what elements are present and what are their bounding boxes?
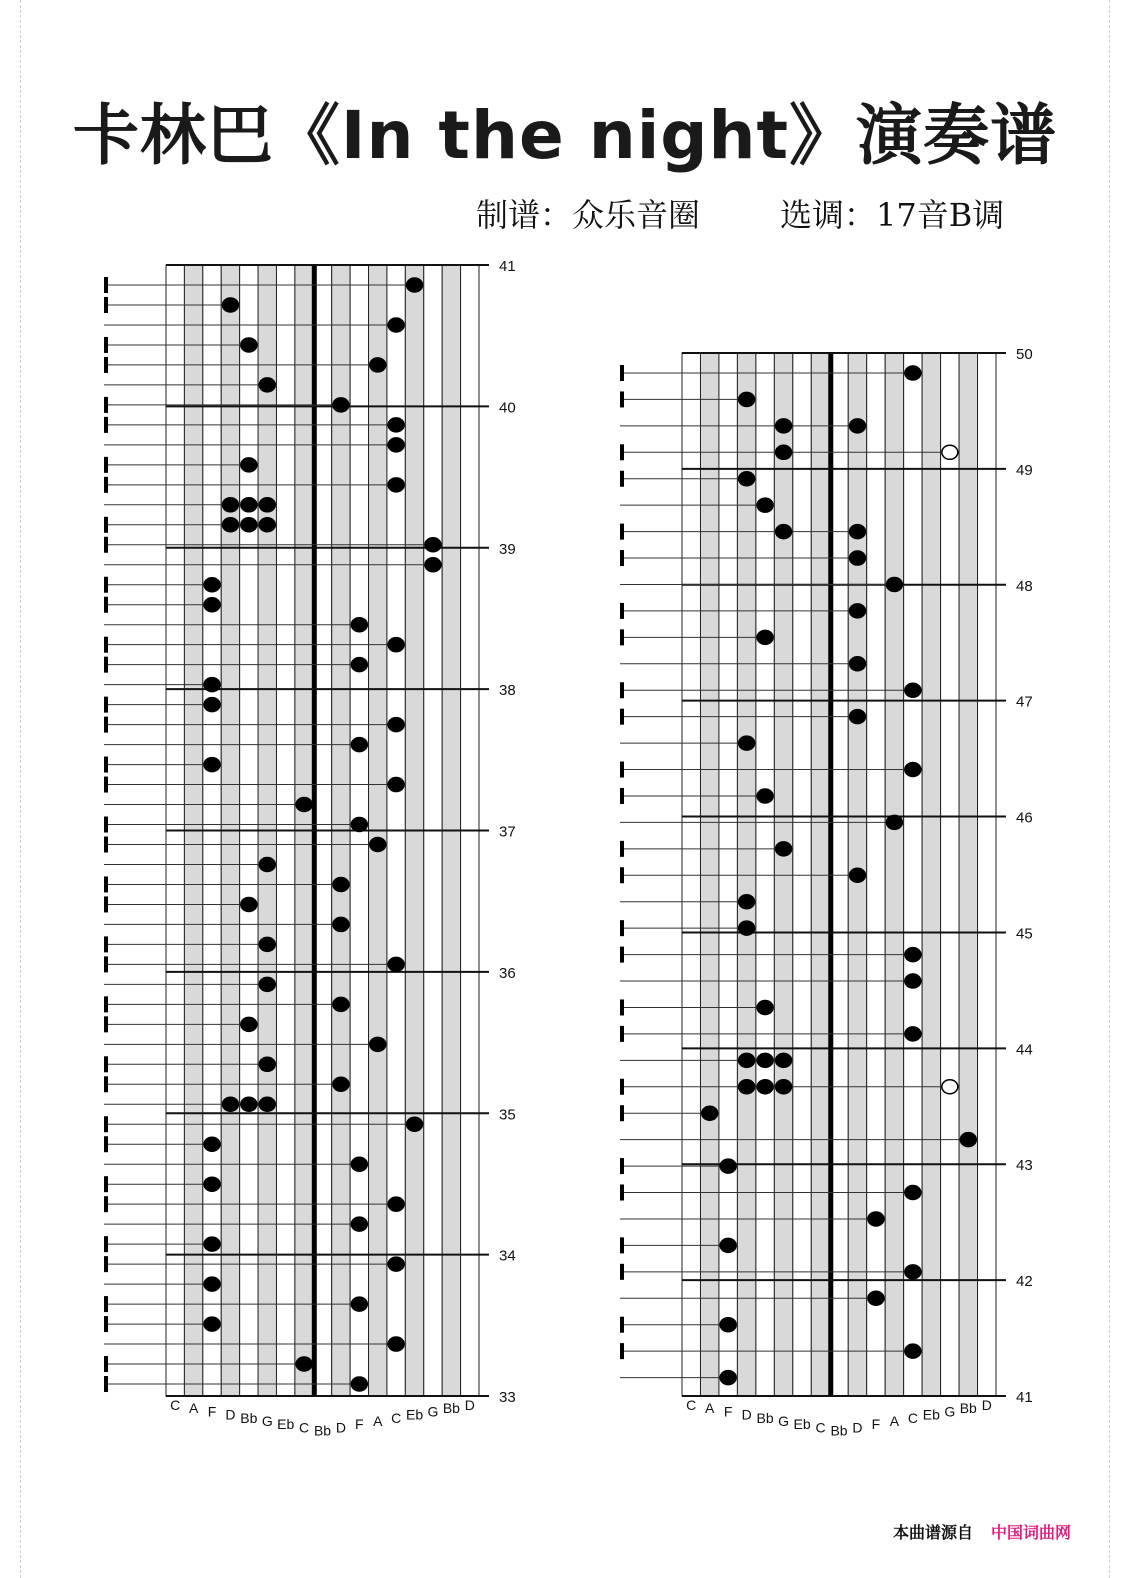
right-score-tine-label: F xyxy=(723,1403,733,1420)
left-score-note xyxy=(204,598,220,612)
right-score-bar-number: 45 xyxy=(1016,925,1033,943)
left-score-beat-mark xyxy=(104,757,108,773)
left-score-note xyxy=(241,1097,257,1111)
right-score-beat-mark xyxy=(620,1343,624,1359)
right-score-tine xyxy=(811,353,829,1396)
left-score-beat-mark xyxy=(104,1296,108,1312)
left-score-note xyxy=(222,1097,238,1111)
right-score-beat-mark xyxy=(620,550,624,566)
right-score-beat-mark xyxy=(620,788,624,804)
right-score-bar-number: 44 xyxy=(1016,1041,1033,1059)
right-score-beat-mark xyxy=(620,1026,624,1042)
left-score-beat-mark xyxy=(104,697,108,713)
right-score-note xyxy=(849,868,865,882)
left-score-note xyxy=(241,518,257,532)
right-score-tine-label: D xyxy=(981,1397,992,1413)
right-score-note xyxy=(868,1291,884,1305)
right-score-note xyxy=(739,736,755,750)
right-score-beat-mark xyxy=(620,947,624,963)
right-score-beat-mark xyxy=(620,1264,624,1280)
left-score-beat-mark xyxy=(104,357,108,373)
left-score-tine-label: F xyxy=(355,1416,364,1433)
left-score-note xyxy=(333,1077,349,1091)
right-score-bar-number: 46 xyxy=(1016,809,1033,827)
right-score-note xyxy=(757,1053,773,1067)
left-score-beat-mark xyxy=(104,637,108,653)
right-score-tine xyxy=(682,353,700,1396)
right-score-beat-mark xyxy=(620,365,624,381)
right-score-tine-label: Eb xyxy=(793,1416,811,1433)
right-score-note xyxy=(739,921,755,935)
left-score-note xyxy=(204,578,220,592)
left-score-beat-mark xyxy=(104,417,108,433)
left-score-beat-mark xyxy=(104,837,108,853)
right-score-note xyxy=(720,1371,736,1385)
left-score-bar-number: 41 xyxy=(499,258,516,275)
left-score-tine-label: Bb xyxy=(442,1400,460,1417)
right-score-tine xyxy=(737,353,755,1396)
left-score-tine-label: C xyxy=(299,1419,310,1436)
left-score-note xyxy=(296,1357,312,1371)
right-score-note xyxy=(720,1159,736,1173)
right-score-note xyxy=(905,683,921,697)
left-score-beat-mark xyxy=(104,777,108,793)
left-score-note xyxy=(351,1157,367,1171)
left-score-note xyxy=(351,818,367,832)
right-score-tine-label: Bb xyxy=(756,1409,774,1426)
left-score-note xyxy=(333,877,349,891)
right-score-note xyxy=(849,604,865,618)
left-score-beat-mark xyxy=(104,1196,108,1212)
left-score-note xyxy=(388,778,404,792)
left-score-note xyxy=(259,977,275,991)
right-score-tine-label: C xyxy=(686,1397,697,1413)
left-score-note xyxy=(333,398,349,412)
left-score-tine-label: A xyxy=(188,1400,199,1417)
right-score-tine-label: G xyxy=(944,1403,956,1420)
left-score-bar-number: 39 xyxy=(499,540,516,558)
right-score-beat-mark xyxy=(620,709,624,725)
left-score-beat-mark xyxy=(104,1316,108,1332)
left-score-tine-label: C xyxy=(170,1397,181,1413)
left-score-note xyxy=(204,678,220,692)
left-score-beat-mark xyxy=(104,297,108,313)
right-score-beat-mark xyxy=(620,682,624,698)
left-score-beat-mark xyxy=(104,577,108,593)
left-score-beat-mark xyxy=(104,817,108,833)
right-score-tine-label: F xyxy=(871,1416,881,1433)
left-score-note xyxy=(259,518,275,532)
left-score-beat-mark xyxy=(104,397,108,413)
page-title: 卡林巴《In the night》演奏谱 xyxy=(72,97,1058,174)
left-score-beat-mark xyxy=(104,517,108,533)
left-score-note xyxy=(204,1237,220,1251)
right-score-beat-mark xyxy=(620,603,624,619)
right-score-bar-number: 49 xyxy=(1016,461,1033,479)
left-score-note xyxy=(259,498,275,512)
left-score-beat-mark xyxy=(104,717,108,733)
left-score-note xyxy=(259,378,275,392)
left-score-beat-mark xyxy=(104,876,108,892)
left-score-tine-label: D xyxy=(225,1406,236,1423)
left-score-beat-mark xyxy=(104,597,108,613)
left-score-tine-label: D xyxy=(464,1397,475,1413)
right-score-beat-mark xyxy=(620,762,624,778)
left-score-note xyxy=(351,1377,367,1391)
left-score-note xyxy=(351,1297,367,1311)
left-score-tine-label: D xyxy=(335,1419,346,1436)
right-score-beat-mark xyxy=(620,1079,624,1095)
left-score-beat-mark xyxy=(104,1116,108,1132)
left-score-note xyxy=(388,1197,404,1211)
right-score-tine xyxy=(978,353,996,1396)
left-score-bar-number: 34 xyxy=(499,1247,516,1265)
left-score-note xyxy=(370,838,386,852)
left-score-note xyxy=(388,318,404,332)
right-score-note xyxy=(702,1106,718,1120)
right-score-note xyxy=(849,551,865,565)
right-score-note xyxy=(905,1027,921,1041)
right-score-note xyxy=(776,445,792,459)
right-score-tine-label: C xyxy=(907,1409,918,1426)
right-score-note xyxy=(757,1000,773,1014)
footer xyxy=(893,1520,1071,1543)
left-score-beat-mark xyxy=(104,277,108,293)
right-score-beat-mark xyxy=(620,841,624,857)
right-score-note xyxy=(849,657,865,671)
left-score-beat-mark xyxy=(104,1076,108,1092)
right-score-tine-label: C xyxy=(815,1419,826,1436)
right-score-beat-mark xyxy=(620,1185,624,1201)
left-score-tine-label: Eb xyxy=(277,1416,295,1433)
right-score-beat-mark xyxy=(620,1237,624,1253)
right-score-tine xyxy=(904,353,922,1396)
left-score-tine-label: Bb xyxy=(240,1409,258,1426)
left-score-tine-label: A xyxy=(373,1413,383,1429)
left-score-note xyxy=(259,1057,275,1071)
left-score-note xyxy=(425,538,441,552)
right-score-note xyxy=(905,1344,921,1358)
right-score-beat-mark xyxy=(620,920,624,936)
left-score-note xyxy=(370,358,386,372)
right-score-beat-mark xyxy=(620,629,624,645)
left-score-beat-mark xyxy=(104,1356,108,1372)
left-score-bar-number: 33 xyxy=(499,1389,516,1406)
left-score-note xyxy=(388,1257,404,1271)
right-score-tine xyxy=(774,353,792,1396)
left-score-note xyxy=(351,738,367,752)
right-score-note xyxy=(739,1080,755,1094)
right-score-note xyxy=(849,419,865,433)
right-score-tine xyxy=(867,353,885,1396)
right-score-note xyxy=(942,1080,958,1094)
left-score-note xyxy=(388,438,404,452)
left-score-note xyxy=(222,518,238,532)
right-score-tine-label: G xyxy=(778,1413,790,1429)
right-score-note xyxy=(776,842,792,856)
credit-text: 制谱：众乐音圈 xyxy=(476,196,701,234)
left-score-tine-label: F xyxy=(207,1403,217,1420)
right-score-beat-mark xyxy=(620,471,624,487)
left-score-bar-number: 36 xyxy=(499,964,516,982)
left-score-note xyxy=(241,498,257,512)
left-score-beat-mark xyxy=(104,896,108,912)
right-score-note xyxy=(905,763,921,777)
left-score-note xyxy=(222,498,238,512)
left-score-note xyxy=(388,418,404,432)
left-score-beat-mark xyxy=(104,1376,108,1392)
right-score-tine-label: Eb xyxy=(922,1406,940,1423)
left-score-beat-mark xyxy=(104,1136,108,1152)
left-score-bar-number: 38 xyxy=(499,682,516,700)
right-score-note xyxy=(849,710,865,724)
left-score-note xyxy=(388,638,404,652)
left-score-tine-label: Bb xyxy=(313,1422,332,1439)
left-score-beat-mark xyxy=(104,457,108,473)
left-score-beat-mark xyxy=(104,1236,108,1252)
right-score-note xyxy=(776,1080,792,1094)
right-score-tine xyxy=(885,353,903,1396)
right-score-note xyxy=(720,1238,736,1252)
left-score-note xyxy=(333,997,349,1011)
left-score-note xyxy=(259,857,275,871)
left-score-beat-mark xyxy=(104,1256,108,1272)
right-score-bar-number: 41 xyxy=(1016,1389,1033,1406)
left-score-note xyxy=(241,338,257,352)
left-score-beat-mark xyxy=(104,996,108,1012)
left-score-note xyxy=(204,698,220,712)
right-score-note xyxy=(739,472,755,486)
right-score-beat-mark xyxy=(620,1158,624,1174)
left-score-beat-mark xyxy=(104,1176,108,1192)
left-score-note xyxy=(241,458,257,472)
left-score-note xyxy=(259,937,275,951)
left-score-bar-number: 35 xyxy=(499,1106,516,1124)
right-score-tine xyxy=(793,353,811,1396)
right-score-note xyxy=(905,1265,921,1279)
right-score-beat-mark xyxy=(620,524,624,540)
left-score-note xyxy=(241,1017,257,1031)
right-score-tine-label: Bb xyxy=(959,1400,977,1417)
right-score-note xyxy=(886,815,902,829)
left-score-tine-label: G xyxy=(261,1413,273,1429)
right-score-note xyxy=(905,1186,921,1200)
footer-site-link[interactable]: 中国词曲网 xyxy=(991,1523,1072,1542)
right-score-note xyxy=(720,1318,736,1332)
left-score-beat-mark xyxy=(104,537,108,553)
right-score-tine xyxy=(959,353,977,1396)
right-score-note xyxy=(776,525,792,539)
right-score-tine xyxy=(941,353,959,1396)
right-score-note xyxy=(960,1133,976,1147)
left-score-beat-mark xyxy=(104,956,108,972)
right-score-note xyxy=(757,498,773,512)
right-score-note xyxy=(776,419,792,433)
left-score-beat-mark xyxy=(104,477,108,493)
right-score-note xyxy=(739,392,755,406)
left-score-note xyxy=(388,1337,404,1351)
left-score-beat-mark xyxy=(104,936,108,952)
right-score-beat-mark xyxy=(620,999,624,1015)
left-score-note xyxy=(388,957,404,971)
left-score-note xyxy=(204,758,220,772)
right-score-beat-mark xyxy=(620,1105,624,1121)
right-score-note xyxy=(942,445,958,459)
left-score-note xyxy=(351,618,367,632)
right-score-tine-label: D xyxy=(852,1419,863,1436)
right-score-bar-number: 48 xyxy=(1016,577,1033,595)
right-score-note xyxy=(739,895,755,909)
left-score-beat-mark xyxy=(104,657,108,673)
left-score-note xyxy=(204,1137,220,1151)
right-score-note xyxy=(757,1080,773,1094)
left-score-note xyxy=(407,1117,423,1131)
key-text: 选调：17音B调 xyxy=(780,196,1005,234)
left-score-note xyxy=(296,798,312,812)
left-score-tine-label: G xyxy=(427,1403,439,1420)
left-score-note xyxy=(333,917,349,931)
left-score-note xyxy=(388,718,404,732)
right-score-note xyxy=(905,948,921,962)
left-score-tine-label: Eb xyxy=(405,1406,424,1423)
left-score-note xyxy=(407,278,423,292)
left-score-note xyxy=(351,1217,367,1231)
right-score-tine-label: A xyxy=(889,1413,900,1429)
right-score-bar-number: 47 xyxy=(1016,693,1033,711)
right-score-bar-number: 50 xyxy=(1016,346,1033,363)
right-score-beat-mark xyxy=(620,867,624,883)
right-score-beat-mark xyxy=(620,444,624,460)
left-score-bar-number: 40 xyxy=(499,399,516,417)
right-score-note xyxy=(868,1212,884,1226)
left-score-beat-mark xyxy=(104,1056,108,1072)
right-score-note xyxy=(776,1053,792,1067)
left-score-note xyxy=(388,478,404,492)
left-score-note xyxy=(204,1177,220,1191)
right-score-tine-label: A xyxy=(705,1400,715,1417)
right-score-note xyxy=(905,366,921,380)
left-score-note xyxy=(259,1097,275,1111)
right-score-note xyxy=(739,1053,755,1067)
right-score-bar-number: 42 xyxy=(1016,1273,1033,1291)
right-score-beat-mark xyxy=(620,391,624,407)
right-score-note xyxy=(886,577,902,591)
left-score-beat-mark xyxy=(104,1016,108,1032)
left-score-note xyxy=(222,298,238,312)
right-score-note xyxy=(905,974,921,988)
left-score-note xyxy=(204,1317,220,1331)
right-score-note xyxy=(757,630,773,644)
right-score-note xyxy=(849,525,865,539)
left-score-note xyxy=(425,558,441,572)
left-score-note xyxy=(370,1037,386,1051)
left-score-beat-mark xyxy=(104,337,108,353)
right-score-beat-mark xyxy=(620,1317,624,1333)
right-score-tine xyxy=(700,353,718,1396)
right-score-tine xyxy=(922,353,940,1396)
right-score-tine-label: D xyxy=(741,1406,752,1423)
right-score-note xyxy=(757,789,773,803)
right-score-bar-number: 43 xyxy=(1016,1157,1033,1175)
left-score-note xyxy=(241,897,257,911)
left-score-tine-label: C xyxy=(391,1409,402,1426)
right-score-tine-label: Bb xyxy=(830,1422,848,1439)
left-score-note xyxy=(204,1277,220,1291)
left-score-note xyxy=(351,658,367,672)
left-score-bar-number: 37 xyxy=(499,823,516,841)
footer-source: 本曲谱源自 xyxy=(893,1523,974,1542)
